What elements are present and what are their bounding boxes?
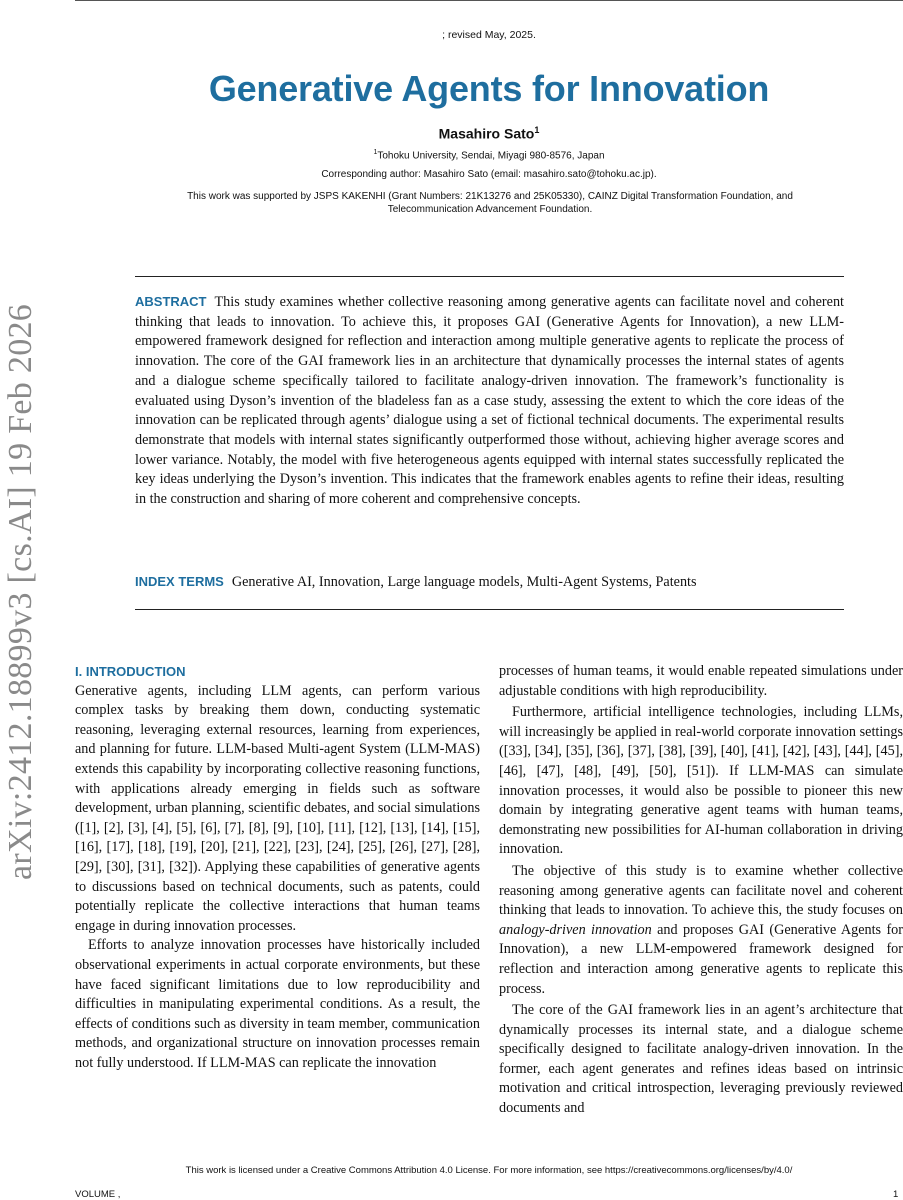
section-heading-introduction: I. INTRODUCTION xyxy=(75,664,186,679)
author-superscript: 1 xyxy=(534,125,540,135)
revision-note: ; revised May, 2025. xyxy=(442,29,536,41)
affiliation-text: Tohoku University, Sendai, Miyagi 980-8576, Japan xyxy=(377,150,605,162)
abstract xyxy=(135,292,844,510)
right-column xyxy=(499,662,903,1119)
intro-paragraph: The core of the GAI framework lies in an agent’s architecture that dynamically processes its internal state, and a dialogue scheme specifically designed to facilitate analogy-driven innovation. In the former, each agent generates and refines ideas based on intrinsic motivation and critical introspection, leveraging previously reviewed documents and xyxy=(499,1002,903,1117)
index-terms xyxy=(135,572,844,592)
page-number: 1 xyxy=(893,1189,899,1200)
license-footer: This work is licensed under a Creative Commons Attribution 4.0 License. For more information, see https://creativecommons.org/licenses/by/4.0/ xyxy=(185,1165,793,1176)
abstract-text: This study examines whether collective reasoning among generative agents can facilitate novel and coherent thinking that leads to innovation. To achieve this, it proposes GAI (Generative Agents for Innovation), a new LLM-empowered framework designed for reflection and interaction among multiple generative agents to replicate the process of innovation. The core of the GAI framework lies in an architecture that dynamically processes the internal states of agents and a dialogue scheme specifically tailored to facilitate analogy-driven innovation. The framework’s functionality is evaluated using Dyson’s invention of the bladeless fan as a case study, assessing the extent to which the core ideas of the innovation can be replicated through agents’ dialogue using a set of fictional technical documents. The experimental results demonstrate that models with internal states significantly outperformed those without, achieving higher average scores and lower variance. Notably, the model with five heterogeneous agents equipped with internal states successfully replicated the key ideas underlying the Dyson’s invention. This indicates that the framework enables agents to refine their ideas, resulting in the construction and sharing of more coherent and comprehensive concepts. xyxy=(135,294,844,508)
intro-paragraph-objective xyxy=(499,862,903,999)
abstract-label: ABSTRACT xyxy=(135,294,207,309)
paper-title: Generative Agents for Innovation xyxy=(208,68,770,109)
index-terms-text: Generative AI, Innovation, Large language models, Multi-Agent Systems, Patents xyxy=(231,574,697,590)
funding-note: This work was supported by JSPS KAKENHI (Grant Numbers: 21K13276 and 25K05330), CAINZ Digital Transformation Foundation, and Telecommunication Advancement Foundation. xyxy=(187,191,793,215)
top-rule xyxy=(75,0,903,1)
left-column xyxy=(75,662,480,1073)
affiliation-superscript: 1 xyxy=(373,149,378,156)
index-terms-label: INDEX TERMS xyxy=(135,574,224,589)
author-line xyxy=(75,125,903,142)
objective-emphasis: analogy-driven innovation xyxy=(499,921,652,938)
corresponding-author: Corresponding author: Masahiro Sato (email: masahiro.sato@tohoku.ac.jp). xyxy=(321,169,657,180)
intro-paragraph: processes of human teams, it would enable repeated simulations under adjustable conditions with high reproducibility. xyxy=(499,663,903,699)
intro-paragraph: Furthermore, artificial intelligence technologies, including LLMs, will increasingly be applied in real-world corporate innovation settings ([33], [34], [35], [36], [37], [38], [39], [40], [41], [42], [43], [44], [45], [46], [47], [48], [49], [50], [51]). If LLM-MAS can simulate innovation processes, it would also be possible to pioneer this new domain by integrating generative agent teams with human teams, demonstrating new possibilities for AI-human collaboration in driving innovation. xyxy=(499,704,903,858)
intro-paragraph: Generative agents, including LLM agents, can perform various complex tasks by breaking them down, conducting systematic reasoning, leveraging external resources, learning from experiences, and planning for future. LLM-based Multi-agent System (LLM-MAS) extends this capability by incorporating collective reasoning functions, with applications already emerging in fields such as software development, urban planning, scientific debates, and social simulations ([1], [2], [3], [4], [5], [6], [7], [8], [9], [10], [11], [12], [13], [14], [15], [16], [17], [18], [19], [20], [21], [22], [23], [24], [25], [26], [27], [28], [29], [30], [31], [32]). Applying these capabilities of generative agents to discussions based on technical documents, such as patents, could potentially replicate the collective interactions that human teams engage in during innovation processes. xyxy=(75,682,480,934)
author-name: Masahiro Sato xyxy=(438,125,535,142)
objective-text-after: and proposes GAI (Generative Agents for Innovation), a new LLM-empowered framework designed for reflection and interaction among generative agents to replicate this process. xyxy=(499,921,903,997)
index-terms-bottom-rule xyxy=(135,609,844,610)
volume-footer: VOLUME , xyxy=(75,1189,121,1200)
affiliation xyxy=(75,149,903,161)
abstract-top-rule xyxy=(135,276,844,277)
objective-text-before: The objective of this study is to examine whether collective reasoning among generative agents can facilitate novel and coherent thinking that leads to innovation. To achieve this, the study focuses on xyxy=(499,862,903,919)
arxiv-identifier: arXiv:2412.18899v3 [cs.AI] 19 Feb 2026 xyxy=(2,303,39,880)
intro-paragraph: Efforts to analyze innovation processes have historically included observational experiments in actual corporate environments, but these have faced significant limitations due to low reproducibility and difficulties in manipulating experimental conditions. As a result, the effects of conditions such as diversity in team member, communication methods, and organizational structure on innovation processes remain not fully understood. If LLM-MAS can replicate the innovation xyxy=(75,937,480,1071)
